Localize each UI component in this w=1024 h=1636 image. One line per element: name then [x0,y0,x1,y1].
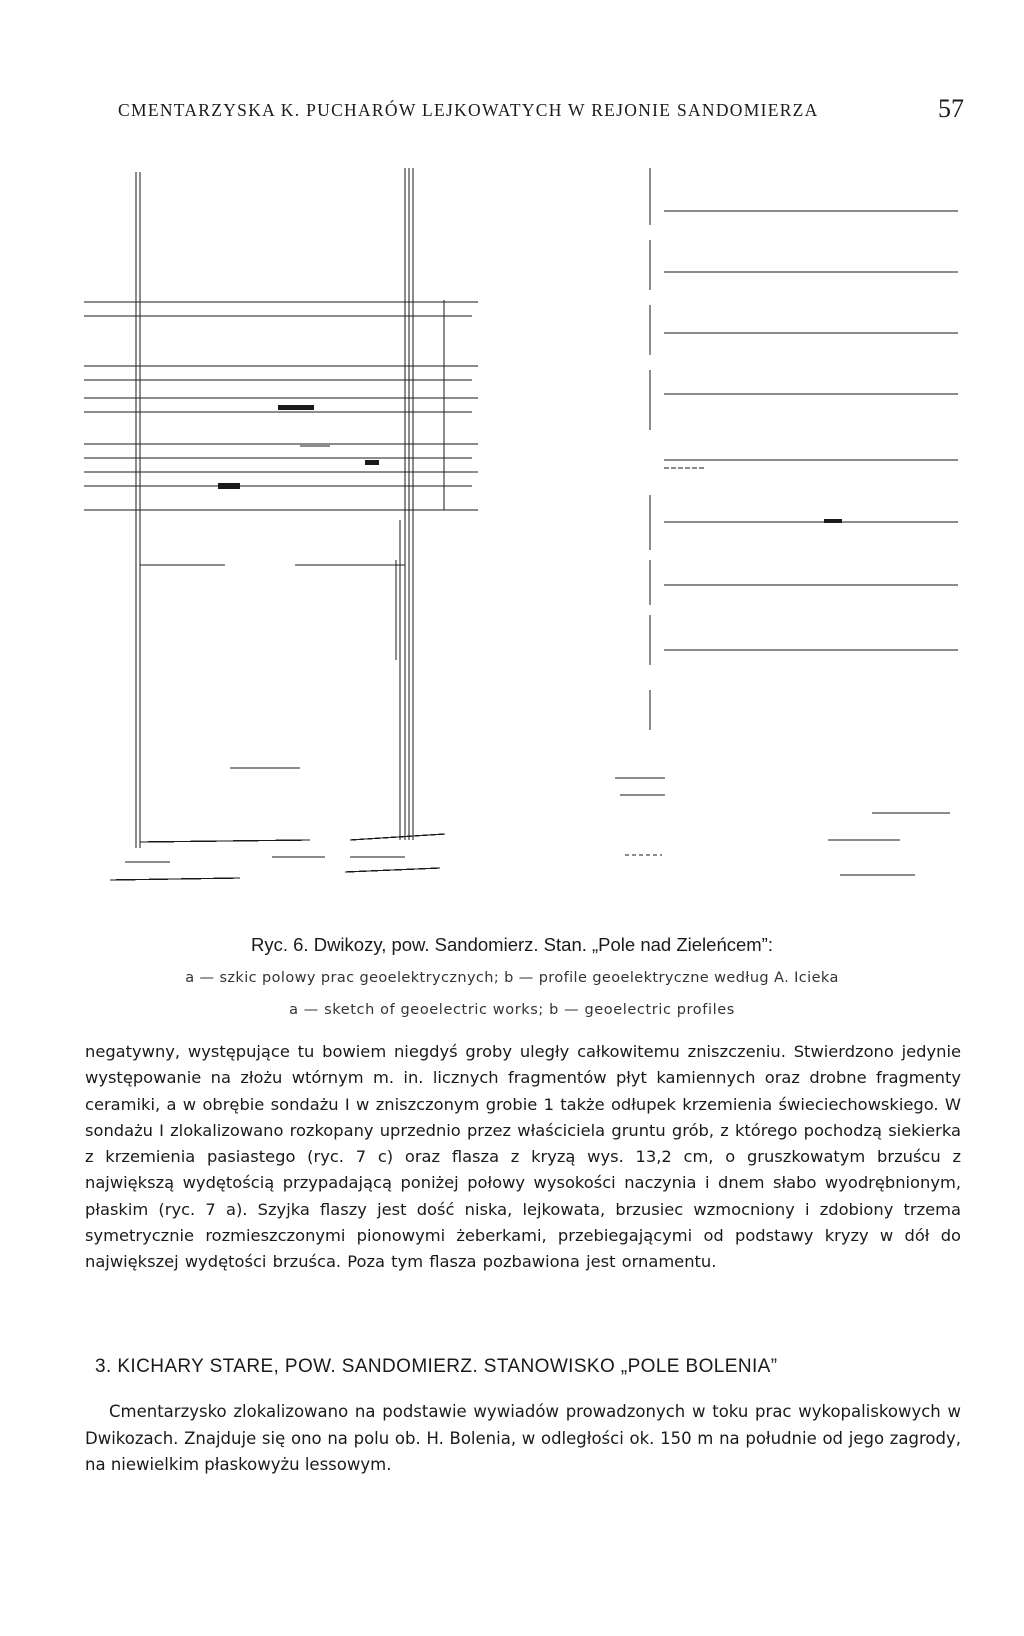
section-heading: 3. KICHARY STARE, POW. SANDOMIERZ. STANOWISKO „POLE BOLENIA” [95,1356,778,1377]
page-number: 57 [938,94,964,123]
figure-caption-polish: a — szkic polowy prac geoelektrycznych; b — profile geoelektryczne według A. Icieka [185,970,839,986]
profile-marks [824,519,842,523]
body-paragraph-1: negatywny, występujące tu bowiem niegdyś groby uległy całkowitemu zniszczeniu. Stwierdzono jedynie występowanie na złożu wtórnym m. in. licznych fragmentów płyt kamiennych oraz drobne fragmenty ceramiki, a w obrębie sondażu I w zniszczonym grobie 1 także odłupek krzemienia świeciechowskiego. W sondażu I zlokalizowano rozkopany uprzednio przez właściciela gruntu grób, z którego pochodzą siekierka z krzemienia pasiastego (ryc. 7 c) oraz flasza z kryzą wys. 13,2 cm, o gruszkowatym brzuścu z największą wydętością przypadającą poniżej połowy wysokości naczynia i dnem słabo wyodrębnionym, płaskim (ryc. 7 a). Szyjka flaszy jest dość niska, lejkowata, brzusiec wzmocniony i zdobiony trzema symetrycznie rozmieszczonymi pionowymi żeberkami, przebiegającymi od podstawy kryzy w dół do największej wydętości brzuśca. Poza tym flasza pozbawiona jest ornamentu. [85,1042,961,1272]
field-sketch-a [84,168,478,880]
figure-caption-english: a — sketch of geoelectric works; b — geoelectric profiles [289,1002,735,1018]
body-paragraph-2: Cmentarzysko zlokalizowano na podstawie wywiadów prowadzonych w toku prac wykopaliskowych w Dwikozach. Znajduje się ono na polu ob. H. Bolenia, w odległości ok. 150 m na południe od jego zagrody, na niewielkim płaskowyżu lessowym. [85,1402,961,1474]
running-title: CMENTARZYSKA K. PUCHARÓW LEJKOWATYCH W REJONIE SANDOMIERZA [118,100,819,120]
figure-caption-title: Ryc. 6. Dwikozy, pow. Sandomierz. Stan. „Pole nad Zieleńcem”: [251,934,773,955]
profiles-b [615,168,958,875]
sketch-marks [218,405,379,489]
